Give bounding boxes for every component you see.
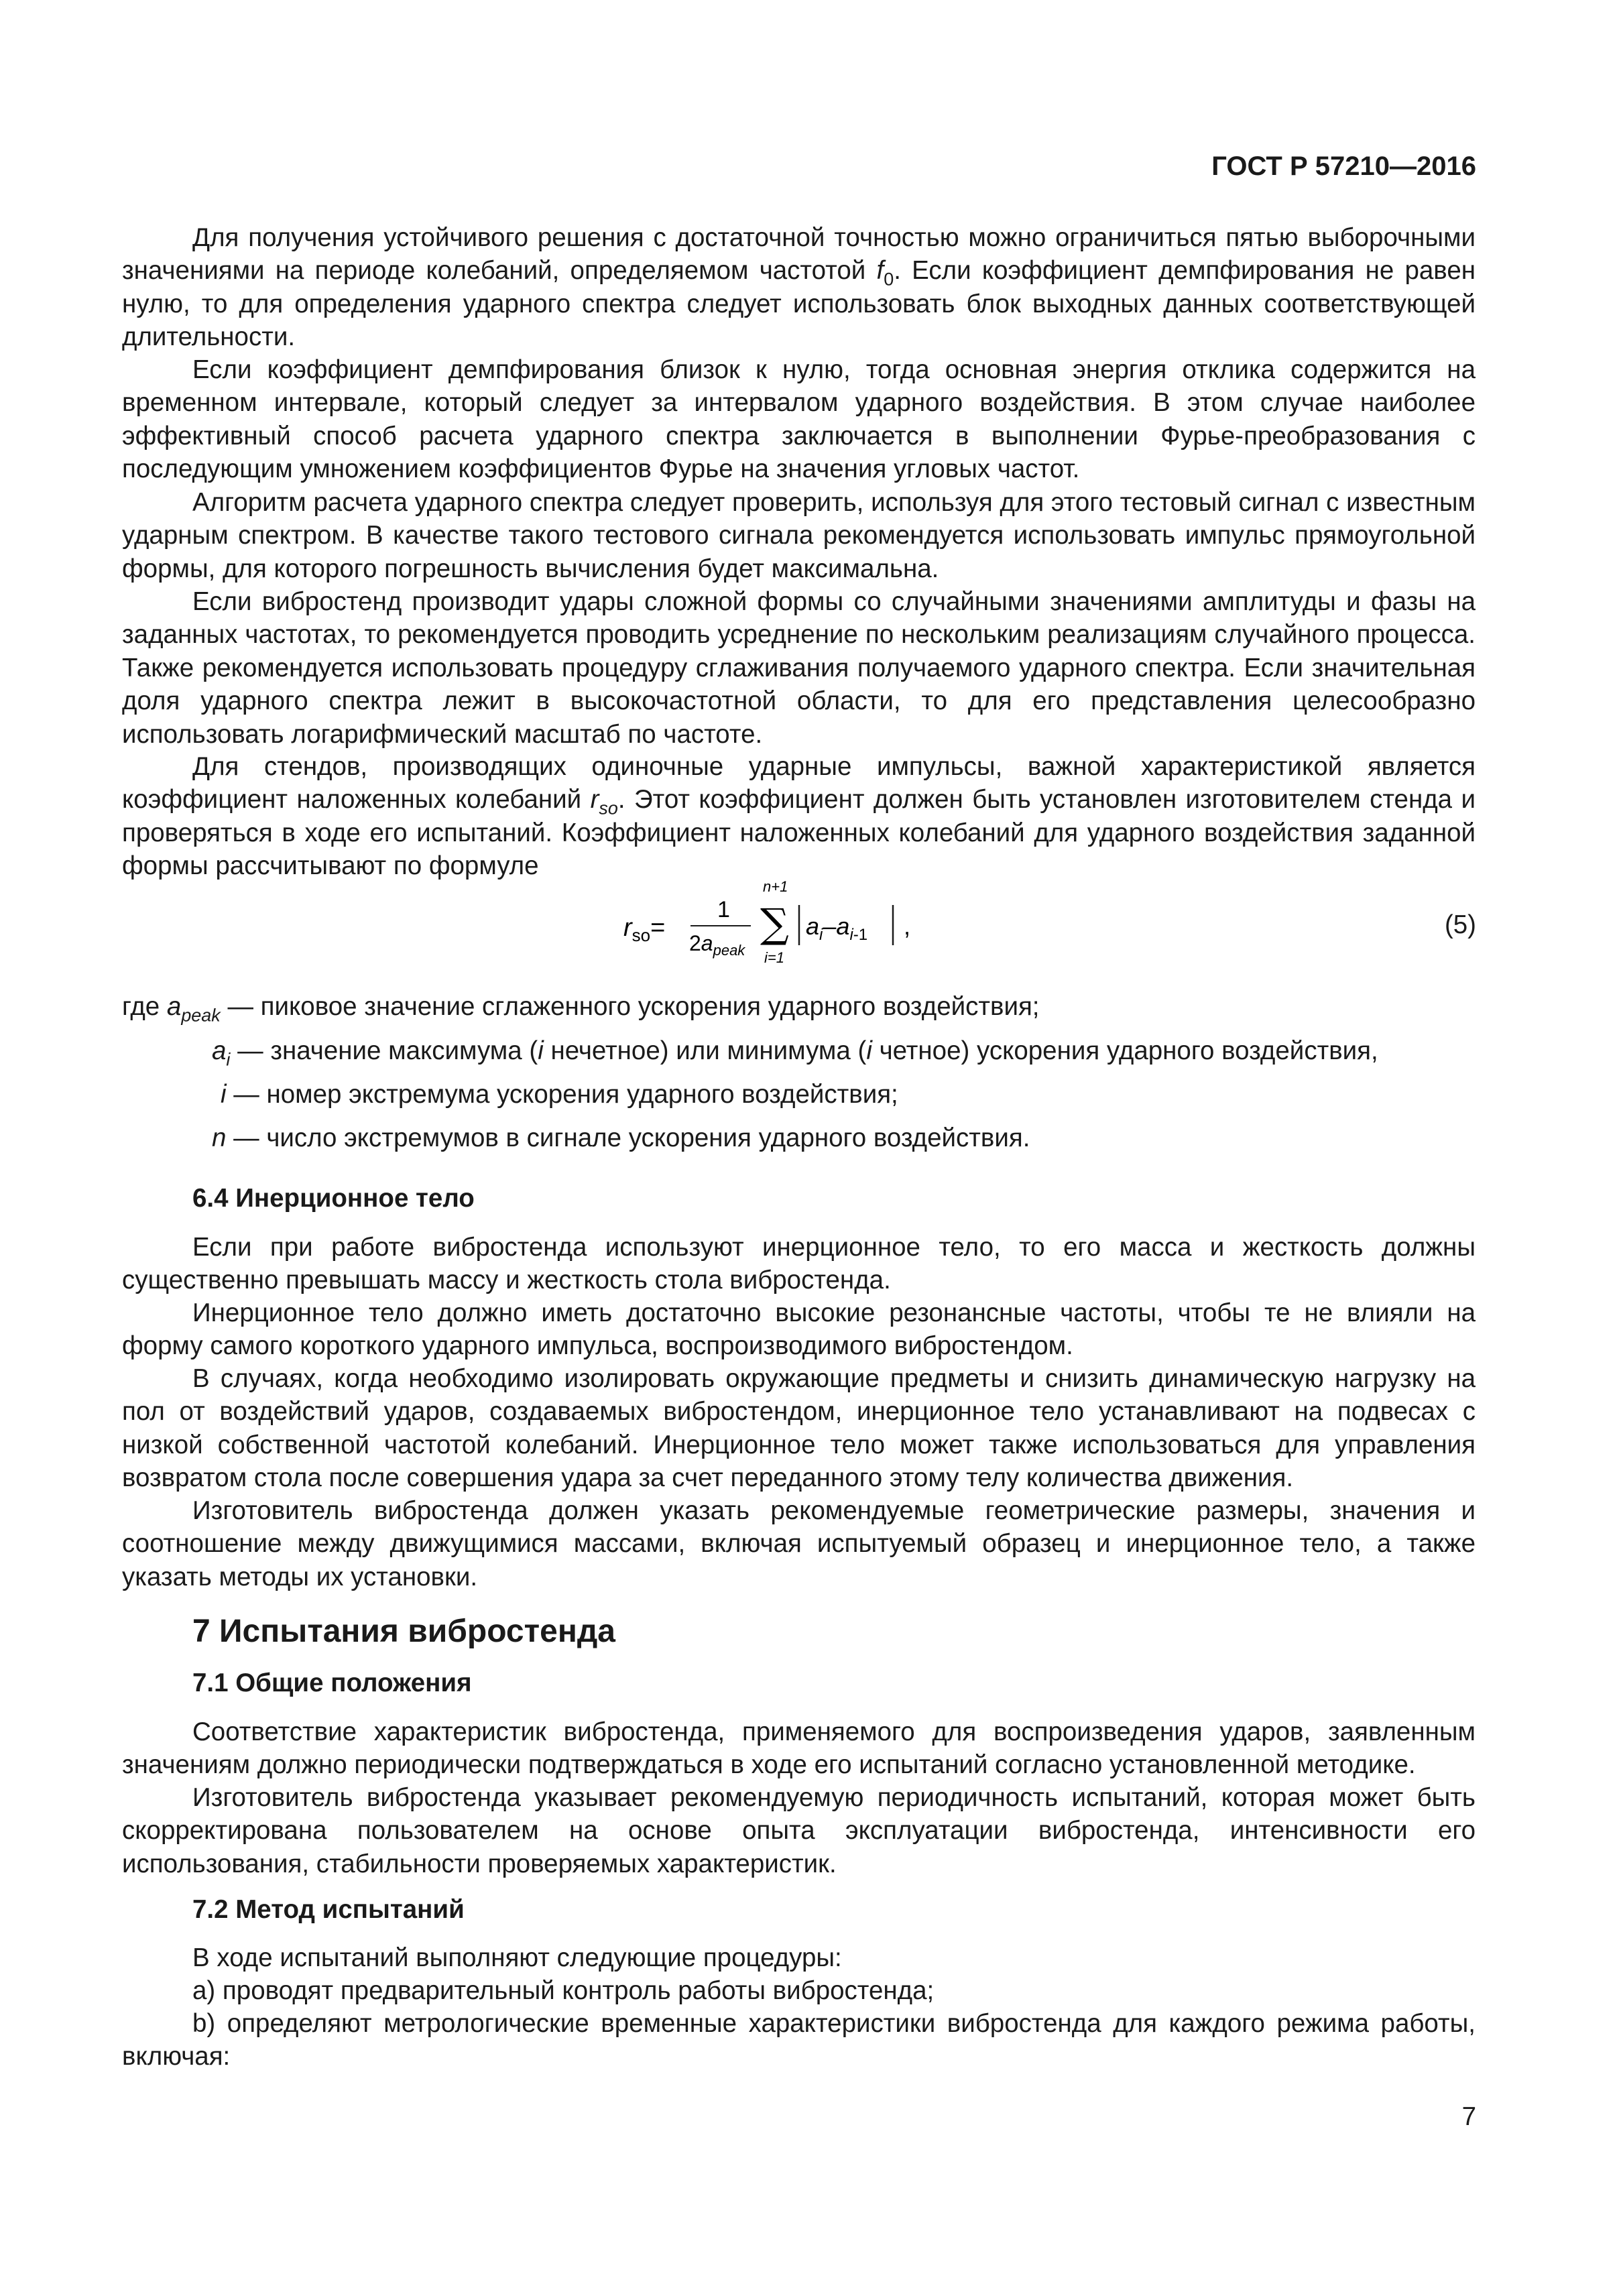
document-code: ГОСТ Р 57210—2016 [1211, 152, 1476, 181]
definition-symbol: $a_{peak}$ [166, 992, 221, 1026]
paragraph: Изготовитель вибростенда указывает рекомендуемую периодичность испытаний, которая может быть скорректирована пользователем на основе опыта эксплуатации вибростенда, интенсивности его использования, стабильности проверяемых характеристик. [122, 1783, 1476, 1878]
formula-trailing-comma: , [904, 912, 911, 940]
definition-row [212, 1036, 1378, 1070]
paragraph [122, 221, 1476, 354]
definition-symbol: n [212, 1124, 227, 1152]
formula-term: $a_i-a_i-1$ [806, 912, 868, 944]
definition-symbol: i [221, 1080, 227, 1109]
definition-row [122, 992, 1040, 1026]
definition-row [221, 1080, 898, 1109]
paragraph-text: Для получения устойчивого решения с достаточной точностью можно ограничиться пятью выборочными значениями на периоде колебаний, определяемом частотой $f_0$. Если коэффициент демпфирования не равен нулю, то для определения ударного спектра следует использовать блок выходных данных соответствующей длительности. [122, 223, 1476, 352]
sum-symbol: ∑ [760, 900, 789, 947]
sum-upper-limit: n+1 [763, 878, 788, 895]
section-heading-7-2: 7.2 Метод испытаний [192, 1895, 465, 1924]
paragraph: Соответствие характеристик вибростенда, применяемого для воспроизведения ударов, заявленным значениям должно периодически подтверждаться в ходе его испытаний согласно установленной методике. [122, 1717, 1476, 1780]
formula-numerator: 1 [717, 897, 730, 922]
formula-5 [623, 875, 932, 969]
definition-lead: где [122, 992, 160, 1021]
section-heading-7-1: 7.1 Общие положения [192, 1669, 472, 1697]
paragraph: В случаях, когда необходимо изолировать окружающие предметы и снизить динамическую нагрузку на пол от воздействий ударов, создаваемых вибростендом, инерционное тело устанавливают на подвесах с низкой собственной частотой колебаний. Инерционное тело может также использоваться для управления возвратом стола после совершения удара за счет переданного этому телу количества движения. [122, 1364, 1476, 1493]
paragraph: Изготовитель вибростенда должен указать рекомендуемые геометрические размеры, значения и соотношение между движущимися массами, включая испытуемый образец и инерционное тело, а также указать методы их установки. [122, 1496, 1476, 1591]
definition-text: — пиковое значение сглаженного ускорения ударного воздействия; [227, 992, 1040, 1021]
definition-symbol: $a_i$ [212, 1036, 231, 1070]
paragraph: Если вибростенд производит удары сложной формы со случайными значениями амплитуды и фазы на заданных частотах, то рекомендуется проводить усреднение по нескольким реализациям случайного процесса. Также рекомендуется использовать процедуру сглаживания получаемого ударного спектра. Если значительная доля ударного спектра лежит в высокочастотной области, то для его представления целесообразно использовать логарифмический масштаб по частоте. [122, 587, 1476, 749]
paragraph: В ходе испытаний выполняют следующие процедуры: [192, 1943, 842, 1972]
paragraph: Если коэффициент демпфирования близок к нулю, тогда основная энергия отклика содержится на временном интервале, который следует за интервалом ударного воздействия. В этом случае наиболее эффективный способ расчета ударного спектра заключается в выполнении Фурье-преобразования с последующим умножением коэффициентов Фурье на значения угловых частот. [122, 355, 1476, 484]
definition-row [212, 1124, 1030, 1153]
equation-number: (5) [1444, 910, 1476, 939]
list-item: a) проводят предварительный контроль работы вибростенда; [192, 1976, 935, 2005]
formula-lhs: $r_{so}=$ [623, 914, 666, 945]
definition-text: — значение максимума (i нечетное) или минимума (i четное) ускорения ударного воздействия, [237, 1036, 1378, 1065]
formula-denominator: $2a_{peak}$ [689, 931, 745, 959]
page-number: 7 [1461, 2102, 1476, 2131]
section-heading-6-4: 6.4 Инерционное тело [192, 1184, 475, 1213]
paragraph: Инерционное тело должно иметь достаточно высокие резонансные частоты, чтобы те не влияли на форму самого короткого ударного импульса, воспроизводимого вибростендом. [122, 1298, 1476, 1361]
definition-text: — число экстремумов в сигнале ускорения ударного воздействия. [233, 1124, 1030, 1152]
paragraph: Алгоритм расчета ударного спектра следует проверить, используя для этого тестовый сигнал с известным ударным спектром. В качестве такого тестового сигнала рекомендуется использовать импульс прямоугольной формы, для которого погрешность вычисления будет максимальна. [122, 488, 1476, 583]
section-heading-7: 7 Испытания вибростенда [192, 1614, 615, 1649]
paragraph: Если при работе вибростенда используют инерционное тело, то его масса и жесткость должны существенно превышать массу и жесткость стола вибростенда. [122, 1233, 1476, 1295]
list-item: b) определяют метрологические временные характеристики вибростенда для каждого режима работы, включая: [122, 2009, 1476, 2071]
paragraph-text: Для стендов, производящих одиночные ударные импульсы, важной характеристикой является коэффициент наложенных колебаний $r_{so}$. Этот коэффициент должен быть установлен изготовителем стенда и проверяться в ходе его испытаний. Коэффициент наложенных колебаний для ударного воздействия заданной формы рассчитывают по формуле [122, 752, 1476, 881]
paragraph [122, 750, 1476, 883]
definition-text: — номер экстремума ускорения ударного воздействия; [233, 1080, 898, 1109]
sum-lower-limit: i=1 [764, 949, 784, 966]
